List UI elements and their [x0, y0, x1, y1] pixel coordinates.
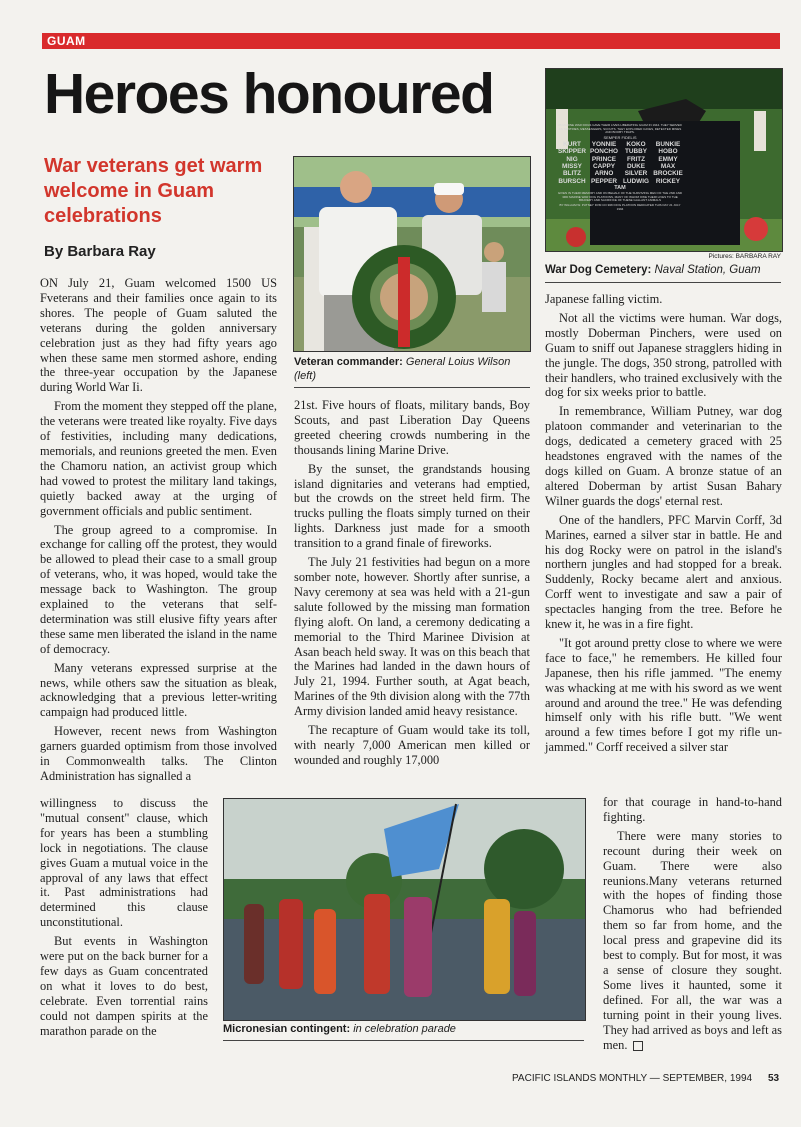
- caption-rule: [545, 282, 781, 283]
- dog-name: KOKO: [626, 140, 646, 148]
- dog-name: MAX: [660, 163, 676, 170]
- paragraph: By the sunset, the grandstands housing island dignitaries and veterans had emptied, but the crowds on the street held firm. The trucks pulling the floats simply turned on their lights. Darkness just made for a smooth transition to a grand finale of fireworks.: [294, 461, 530, 551]
- dog-name: CAPPY: [592, 163, 616, 170]
- article-column-3: [545, 292, 782, 759]
- paragraph: ON July 21, Guam welcomed 1500 US Fveterans and their families once again to its shores. The people of Guam saluted the veterans during the golden anniversary celebration just as they had fifty years ago when these same men stormed ashore, ending the three-year occupation by the Japanese during World War Ii.: [40, 276, 277, 395]
- plaque-dedication: BY WILLIAM W. PUTNEY DVM CO 3RD DOG PLATOON DEDICATED THIS DAY 21 JULY 1994: [559, 203, 681, 211]
- caption-label: Veteran commander:: [294, 356, 403, 368]
- dog-name: BURSCH: [558, 177, 586, 185]
- paragraph: But events in Washington were put on the back burner for a few days as Guam concentrated on what it loves to do best, celebrate. Even torrential rains could not dampen spirits at the marathon parade on the: [40, 934, 208, 1038]
- dog-name: TUBBY: [624, 148, 647, 156]
- article-column-1: [40, 276, 277, 788]
- article-column-2: [294, 398, 530, 772]
- paragraph: for that courage in hand-to-hand fighting.: [603, 795, 782, 824]
- plaque-names: [556, 141, 684, 185]
- page-number: 53: [768, 1073, 780, 1084]
- dog-name: KURT: [563, 140, 581, 148]
- parade-photo-caption: [223, 1022, 584, 1036]
- paragraph: 21st. Five hours of floats, military bands, Boy Scouts, and past Liberation Day Queens greeted cheering crowds numbering in the thousands lining Marine Drive.: [294, 398, 530, 457]
- dog-name: YONNIE: [591, 140, 617, 148]
- dog-name: LUDWIG: [623, 177, 649, 185]
- dog-name: HOBO: [658, 148, 678, 156]
- caption-label: War Dog Cemetery:: [545, 264, 652, 276]
- paragraph: willingness to discuss the "mutual consent" clause, which for years has been a stumbling lock in negotiations. The clause gives Guam a mutual voice in the approval of any laws that effect it. Past administrations had determined this clause unconstitutional.: [40, 796, 208, 930]
- byline: By Barbara Ray: [44, 243, 156, 260]
- plaque-footer: GIVEN IN THEIR MEMORY AND ON BEHALF OF THE SURVIVING MEN OF THE 2ND AND 3RD MARINE WAR DOG PLATOONS, MANY OF WHOM OWE THEIR LIVES TO THE BRAVERY AND SACRIFICE OF THESE GALLANT ANIMALS: [557, 191, 683, 203]
- photo-credit: Pictures: BARBARA RAY: [708, 253, 781, 260]
- veteran-commander-photo: [293, 156, 531, 352]
- dog-name: BLITZ: [562, 170, 582, 178]
- caption-label: Micronesian contingent:: [223, 1023, 351, 1035]
- dog-name: PRINCE: [591, 155, 617, 163]
- dog-name: BUNKIE: [655, 140, 681, 148]
- paragraph: From the moment they stepped off the plane, the veterans were treated like royalty. Five days of festivities, including many dedications, memorials, and reunions greeted the men. Even the Chamoru nation, an activist group which had vowed to protest the military land takings, quietly backed away at the urging of government officials and public sentiment.: [40, 399, 277, 518]
- caption-text: General Loius Wilson (left): [294, 356, 511, 382]
- plaque-header: 25 MARINE WAR DOGS GAVE THEIR LIVES LIBERATING GUAM IN 1944. THEY SERVED AS SENTRIES, MESSENGERS, SCOUTS. THEY EXPLORED CAVES, DETECTED MINES AND BOOBY TRAPS.: [558, 123, 682, 135]
- paragraph: [603, 829, 782, 1053]
- caption-rule: [223, 1040, 584, 1041]
- caption-text: Naval Station, Guam: [654, 264, 761, 276]
- dog-name: SILVER: [624, 170, 648, 178]
- dog-name: FRITZ: [626, 155, 646, 163]
- dog-name: MISSY: [562, 163, 582, 170]
- subhead: War veterans get warm welcome in Guam celebrations: [44, 155, 263, 227]
- dog-name: SKIPPER: [557, 148, 587, 156]
- dog-name: TAM: [614, 185, 626, 192]
- article-column-1-continued: [40, 796, 208, 1043]
- paragraph: "It got around pretty close to where we were face to face," he remembers. He killed four Japanese, then his rifle jammed. "The enemy was whacking at me with his sword as we went around and around the tree." He was defending himself only with his rifle butt. "We went around a few times before I got my rifle un-jammed." Corff received a silver star: [545, 635, 782, 755]
- caption-text: in celebration parade: [353, 1023, 456, 1035]
- footer-publication: PACIFIC ISLANDS MONTHLY — SEPTEMBER, 1994: [512, 1073, 753, 1084]
- paragraph: One of the handlers, PFC Marvin Corff, 3d Marines, earned a silver star in battle. He and his dog Rocky were on patrol in the island's northern jungles and had stopped for a break. Suddenly, Rocky became alert and anxious. Corff went to investigate and saw a pair of spectacles hanging from the tree. Before he knew it, he was in a fire fight.: [545, 512, 782, 632]
- article-column-3-continued: [603, 795, 782, 1056]
- dog-name: ARNO: [594, 170, 614, 178]
- plaque-subheader: SEMPER FIDELIS: [603, 134, 637, 140]
- dog-name: EMMY: [658, 155, 678, 163]
- veteran-photo-caption: [294, 355, 530, 383]
- paragraph: In remembrance, William Putney, war dog platoon commander and veterinarian to the dogs, dedicated a cemetery graced with 25 headstones engraved with the names of the dogs killed on Guam. A bronze statue of an altered Doberman by artist Susan Bahary Wilner guards the dogs' eternal rest.: [545, 404, 782, 508]
- paragraph: Not all the victims were human. War dogs, mostly Doberman Pinchers, were used on Guam to sniff out Japanese stragglers hiding in the jungle. The dogs, 350 strong, patrolled with their handlers, who trained exclusively with the dog for six weeks prior to battle.: [545, 310, 782, 400]
- dog-name: NIG: [566, 155, 578, 163]
- dog-name: RICKEY: [655, 177, 681, 185]
- headline: Heroes honoured: [44, 62, 494, 126]
- paragraph: Japanese falling victim.: [545, 292, 663, 306]
- memorial-plaque: [556, 124, 684, 211]
- dog-name: PONCHO: [589, 148, 619, 156]
- dog-cemetery-caption: [545, 263, 781, 277]
- section-label: GUAM: [47, 34, 86, 48]
- dog-name: PEPPER: [591, 177, 617, 185]
- dog-name: BROCKIE: [653, 170, 683, 178]
- section-bar: [42, 33, 780, 49]
- caption-rule: [294, 387, 530, 388]
- micronesian-contingent-photo: [223, 798, 586, 1021]
- paragraph: The group agreed to a compromise. In exchange for calling off the protest, they would be allowed to plead their case to a small group of veterans, who, it was hoped, would take the message back to Washington. The group explained to the veterans that self-determination was still elusive fifty years after these same men liberated the island in the name of democracy.: [40, 522, 277, 656]
- paragraph: The recapture of Guam would take its toll, with nearly 7,000 American men killed or wounded and roughly 17,000: [294, 723, 530, 767]
- end-of-article-mark: [633, 1041, 643, 1051]
- paragraph: The July 21 festivities had begun on a more somber note, however. Shortly after sunrise, a Navy ceremony at sea was held with a 21-gun salute followed by the missing man formation flying aloft. On land, a ceremony dedicating a memorial to the Third Marinee Division at Asan beach held sway. It was on this beach that the Marines had landed in the dawn hours of July 21, 1994. Further south, at Agat beach, Marines of the 9th division along with the 77th Army division landed amid heavy resistance.: [294, 555, 530, 719]
- paragraph-text: There were many stories to recount during their week on Guam. There were also reunions.Many veterans returned with the hopes of finding those Chamorus who had befriended them so far from home, and the local press and grapevine did its best to comply. But for most, it was a sense of closure they sought. Some lives it haunted, some it defined. For all, the war was a turning point in their young lives. They had arrived as boys and left as men.: [603, 828, 782, 1052]
- paragraph: Many veterans expressed surprise at the news, while others saw the situation as bleak, acknowledging that a previous letter-writing campaign had produced little.: [40, 660, 277, 720]
- paragraph: However, recent news from Washington garners guarded optimism from those involved in Commonwealth talks. The Clinton Administration has signalled a: [40, 724, 277, 783]
- dog-name: DUKE: [626, 163, 646, 170]
